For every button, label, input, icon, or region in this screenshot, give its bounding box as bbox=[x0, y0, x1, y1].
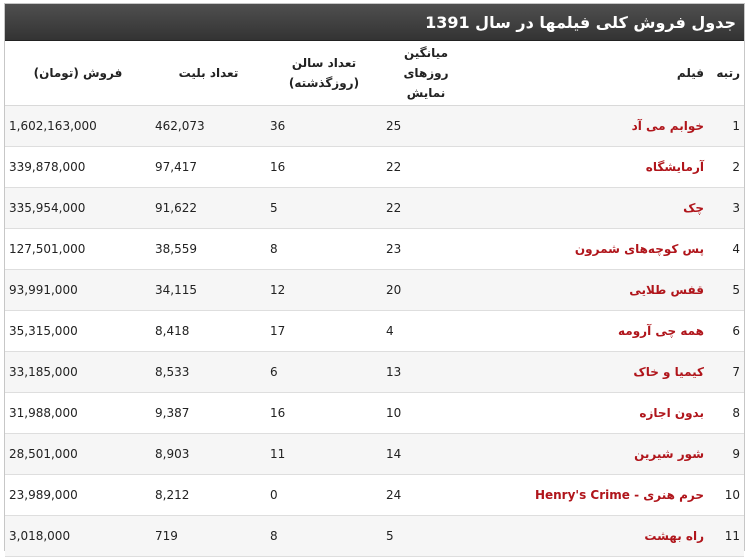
cell-film bbox=[470, 393, 708, 434]
cell-tickets: 91,622 bbox=[151, 188, 266, 229]
cell-tickets: 38,559 bbox=[151, 229, 266, 270]
table-row bbox=[5, 516, 744, 557]
cell-halls: 36 bbox=[266, 106, 382, 147]
header-halls-line2: (روزگذشته) bbox=[288, 76, 360, 90]
table-header-row bbox=[5, 41, 744, 106]
header-tickets: تعداد بلیت bbox=[151, 41, 266, 106]
cell-halls: 16 bbox=[266, 393, 382, 434]
cell-rank: 9 bbox=[708, 434, 744, 475]
cell-rank: 8 bbox=[708, 393, 744, 434]
cell-sales: 339,878,000 bbox=[5, 147, 151, 188]
film-link[interactable]: همه چی آرومه bbox=[618, 324, 704, 338]
cell-film bbox=[470, 352, 708, 393]
film-link[interactable]: کیمیا و خاک bbox=[633, 365, 704, 379]
cell-rank: 5 bbox=[708, 270, 744, 311]
table-row bbox=[5, 270, 744, 311]
cell-film bbox=[470, 106, 708, 147]
cell-halls: 5 bbox=[266, 188, 382, 229]
header-halls bbox=[266, 41, 382, 106]
table-row bbox=[5, 475, 744, 516]
cell-days: 13 bbox=[382, 352, 470, 393]
film-link[interactable]: قفس طلایی bbox=[629, 283, 704, 297]
film-link[interactable]: شور شیرین bbox=[634, 447, 704, 461]
header-sales: فروش (تومان) bbox=[5, 41, 151, 106]
cell-halls: 8 bbox=[266, 516, 382, 557]
table-row bbox=[5, 188, 744, 229]
cell-rank: 2 bbox=[708, 147, 744, 188]
cell-sales: 23,989,000 bbox=[5, 475, 151, 516]
cell-halls: 0 bbox=[266, 475, 382, 516]
table-row bbox=[5, 434, 744, 475]
cell-film bbox=[470, 229, 708, 270]
cell-sales: 31,988,000 bbox=[5, 393, 151, 434]
panel-title: جدول فروش کلی فیلمها در سال 1391 bbox=[5, 4, 744, 41]
cell-film bbox=[470, 147, 708, 188]
cell-sales: 93,991,000 bbox=[5, 270, 151, 311]
cell-tickets: 462,073 bbox=[151, 106, 266, 147]
cell-days: 10 bbox=[382, 393, 470, 434]
cell-sales: 335,954,000 bbox=[5, 188, 151, 229]
cell-days: 22 bbox=[382, 147, 470, 188]
header-halls-line1: تعداد سالن bbox=[291, 56, 357, 70]
sales-table bbox=[5, 41, 744, 557]
header-film: فیلم bbox=[470, 41, 708, 106]
film-link[interactable]: بدون اجازه bbox=[639, 406, 704, 420]
cell-days: 20 bbox=[382, 270, 470, 311]
cell-tickets: 8,903 bbox=[151, 434, 266, 475]
film-link[interactable]: آرمایشگاه bbox=[645, 160, 704, 174]
cell-film bbox=[470, 188, 708, 229]
cell-sales: 3,018,000 bbox=[5, 516, 151, 557]
film-link[interactable]: پس کوچه‌های شمرون bbox=[574, 242, 704, 256]
table-row bbox=[5, 229, 744, 270]
cell-rank: 10 bbox=[708, 475, 744, 516]
cell-tickets: 8,212 bbox=[151, 475, 266, 516]
cell-halls: 11 bbox=[266, 434, 382, 475]
cell-halls: 16 bbox=[266, 147, 382, 188]
table-row bbox=[5, 147, 744, 188]
cell-days: 25 bbox=[382, 106, 470, 147]
cell-tickets: 97,417 bbox=[151, 147, 266, 188]
table-row bbox=[5, 393, 744, 434]
cell-film bbox=[470, 434, 708, 475]
header-days-line1: میانگین روزهای bbox=[403, 46, 449, 80]
header-rank: رتبه bbox=[708, 41, 744, 106]
cell-tickets: 719 bbox=[151, 516, 266, 557]
table-row bbox=[5, 352, 744, 393]
cell-sales: 1,602,163,000 bbox=[5, 106, 151, 147]
cell-rank: 7 bbox=[708, 352, 744, 393]
cell-tickets: 34,115 bbox=[151, 270, 266, 311]
cell-halls: 8 bbox=[266, 229, 382, 270]
cell-film bbox=[470, 311, 708, 352]
cell-days: 23 bbox=[382, 229, 470, 270]
film-link[interactable]: راه بهشت bbox=[644, 529, 704, 543]
cell-sales: 35,315,000 bbox=[5, 311, 151, 352]
cell-halls: 17 bbox=[266, 311, 382, 352]
cell-film bbox=[470, 270, 708, 311]
cell-days: 14 bbox=[382, 434, 470, 475]
cell-rank: 3 bbox=[708, 188, 744, 229]
film-link[interactable]: حرم هنری - Henry's Crime bbox=[534, 488, 704, 502]
cell-halls: 12 bbox=[266, 270, 382, 311]
header-days bbox=[382, 41, 470, 106]
film-link[interactable]: چک bbox=[683, 201, 704, 215]
cell-tickets: 8,533 bbox=[151, 352, 266, 393]
film-link[interactable]: خوابم می آد bbox=[631, 119, 704, 133]
cell-halls: 6 bbox=[266, 352, 382, 393]
cell-days: 24 bbox=[382, 475, 470, 516]
cell-sales: 33,185,000 bbox=[5, 352, 151, 393]
cell-tickets: 8,418 bbox=[151, 311, 266, 352]
table-row bbox=[5, 311, 744, 352]
cell-tickets: 9,387 bbox=[151, 393, 266, 434]
cell-sales: 127,501,000 bbox=[5, 229, 151, 270]
table-row bbox=[5, 106, 744, 147]
cell-sales: 28,501,000 bbox=[5, 434, 151, 475]
cell-days: 22 bbox=[382, 188, 470, 229]
sales-panel bbox=[4, 3, 745, 551]
cell-days: 5 bbox=[382, 516, 470, 557]
cell-rank: 1 bbox=[708, 106, 744, 147]
cell-rank: 11 bbox=[708, 516, 744, 557]
cell-film bbox=[470, 475, 708, 516]
cell-rank: 4 bbox=[708, 229, 744, 270]
cell-film bbox=[470, 516, 708, 557]
cell-rank: 6 bbox=[708, 311, 744, 352]
header-days-line2: نمایش bbox=[406, 86, 446, 100]
cell-days: 4 bbox=[382, 311, 470, 352]
